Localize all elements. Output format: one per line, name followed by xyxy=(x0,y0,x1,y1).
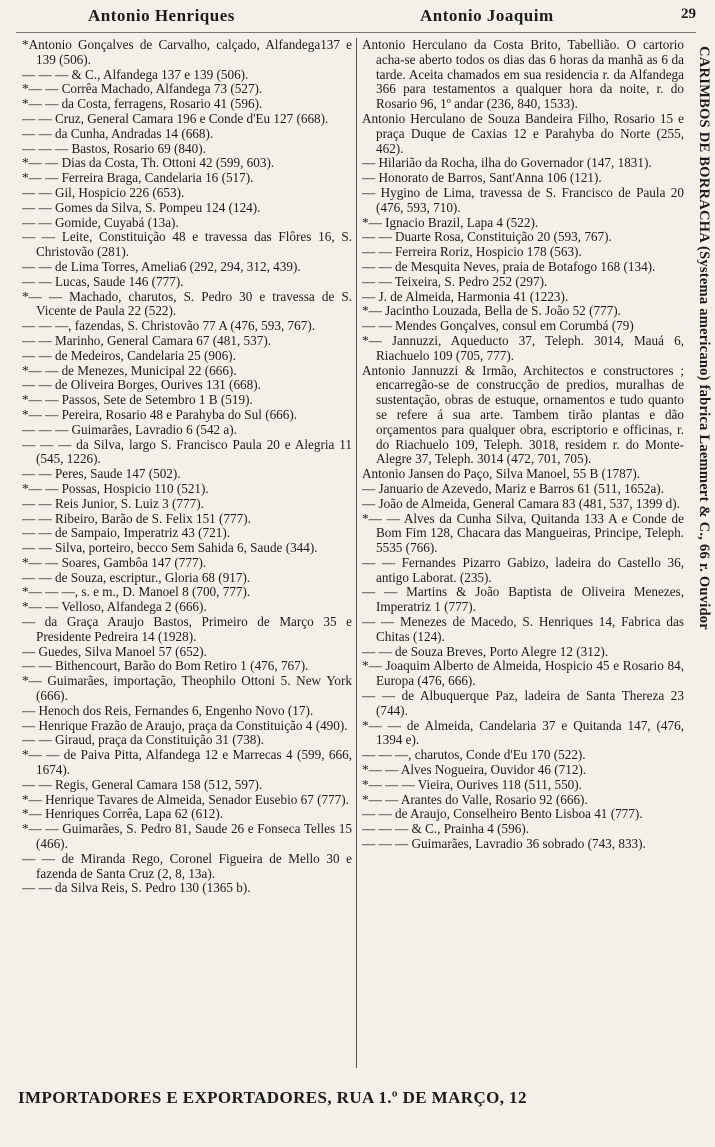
directory-entry: — — da Silva Reis, S. Pedro 130 (1365 b). xyxy=(22,880,251,896)
directory-entry: — — Silva, porteiro, becco Sem Sahida 6, Saude (344). xyxy=(22,540,318,556)
header-right-name: Antonio Joaquim xyxy=(420,6,554,25)
directory-entry: *— Jannuzzi, Aqueducto 37, Teleph. 3014, Mauá 6, Riachuelo 109 (705, 777). xyxy=(362,332,684,363)
column-divider xyxy=(356,38,357,1068)
page-header xyxy=(0,2,715,36)
directory-entry: *— Henrique Tavares de Almeida, Senador Eusebio 67 (777). xyxy=(22,791,349,807)
directory-entry: — — de Miranda Rego, Coronel Figueira de Mello 30 e fazenda de Santa Cruz (2, 8, 13a). xyxy=(22,850,352,881)
directory-entry: *— — Soares, Gambôa 147 (777). xyxy=(22,554,207,570)
directory-entry: *— — Alves da Cunha Silva, Quitanda 133 A e Conde de Bom Fim 128, Chacara das Mangueiras, Principe, Teleph. 5535 (766). xyxy=(362,510,684,556)
directory-entry: — — Giraud, praça da Constituição 31 (738). xyxy=(22,732,265,748)
directory-entry: *— — de Paiva Pitta, Alfandega 12 e Marrecas 4 (599, 666, 1674). xyxy=(22,747,352,778)
directory-entry: — — Gil, Hospicio 226 (653). xyxy=(22,184,185,200)
directory-entry: — — Gomes da Silva, S. Pompeu 124 (124). xyxy=(22,199,261,215)
directory-entry: *— Guimarães, importação, Theophilo Ottoni 5. New York (666). xyxy=(22,673,352,704)
directory-entry: — Hilarião da Rocha, ilha do Governador (147, 1831). xyxy=(362,155,652,171)
directory-entry: *— — —, s. e m., D. Manoel 8 (700, 777). xyxy=(22,584,251,600)
directory-entry: — — — & C., Alfandega 137 e 139 (506). xyxy=(22,66,249,82)
directory-entry: — — de Sampaio, Imperatriz 43 (721). xyxy=(22,525,231,541)
directory-entry: — Hygino de Lima, travessa de S. Francisco de Paula 20 (476, 593, 710). xyxy=(362,184,684,215)
directory-entry: — — Leite, Constituição 48 e travessa das Flôres 16, S. Christovão (281). xyxy=(22,229,352,260)
directory-entry: *— — Guimarães, S. Pedro 81, Saude 26 e Fonseca Telles 15 (466). xyxy=(22,821,352,852)
directory-entry: — Henoch dos Reis, Fernandes 6, Engenho Novo (17). xyxy=(22,702,314,718)
directory-entry: — — de Souza, escriptur., Gloria 68 (917). xyxy=(22,569,251,585)
directory-entry: *— Henriques Corrêa, Lapa 62 (612). xyxy=(22,806,224,822)
directory-entry: — da Graça Araujo Bastos, Primeiro de Março 35 e Presidente Pedreira 14 (1928). xyxy=(22,614,352,644)
directory-entry: — Januario de Azevedo, Mariz e Barros 61 (511, 1652a). xyxy=(362,480,664,496)
directory-entry: *— — Corrêa Machado, Alfandega 73 (527). xyxy=(22,81,263,97)
directory-entry: *— — Pereira, Rosario 48 e Parahyba do Sul (666). xyxy=(22,406,298,422)
directory-entry: — — —, fazendas, S. Christovão 77 A (476, 593, 767). xyxy=(22,318,316,334)
directory-entry: — — de Lima Torres, Amelia6 (292, 294, 312, 439). xyxy=(22,258,301,274)
directory-entry: — Guedes, Silva Manoel 57 (652). xyxy=(22,643,207,659)
directory-entry: *— — Velloso, Alfandega 2 (666). xyxy=(22,599,207,615)
header-rule xyxy=(16,32,696,33)
directory-entry: *— — Alves Nogueira, Ouvidor 46 (712). xyxy=(362,762,587,778)
directory-entry: *— Ignacio Brazil, Lapa 4 (522). xyxy=(362,214,539,230)
directory-entry: — — de Mesquita Neves, praia de Botafogo 168 (134). xyxy=(362,258,656,274)
directory-entry: *— — Passos, Sete de Setembro 1 B (519). xyxy=(22,392,253,408)
directory-entry: — — de Medeiros, Candelaria 25 (906). xyxy=(22,347,236,363)
directory-entry: Antonio Jansen do Paço, Silva Manoel, 55 B (1787). xyxy=(362,466,641,482)
directory-entry: — — Fernandes Pizarro Gabizo, ladeira do Castello 36, antigo Laborat. (235). xyxy=(362,554,684,585)
directory-entry: — — de Araujo, Conselheiro Bento Lisboa 41 (777). xyxy=(362,806,643,822)
directory-entry: — Honorato de Barros, Sant'Anna 106 (121). xyxy=(362,170,602,186)
directory-entry: — — Menezes de Macedo, S. Henriques 14, Fabrica das Chitas (124). xyxy=(362,614,684,644)
directory-entry: — — de Souza Breves, Porto Alegre 12 (312). xyxy=(362,643,609,659)
footer-advertisement: IMPORTADORES E EXPORTADORES, RUA 1.º DE MARÇO, 12 xyxy=(18,1088,527,1107)
directory-entry: *— — Dias da Costa, Th. Ottoni 42 (599, 603). xyxy=(22,155,275,171)
directory-entry: — — Ferreira Roriz, Hospicio 178 (563). xyxy=(362,244,582,260)
directory-entry: — João de Almeida, General Camara 83 (481, 537, 1399 d). xyxy=(362,495,680,511)
directory-entry: Antonio Herculano de Souza Bandeira Filho, Rosario 15 e praça Duque de Caxias 12 e Parahyba do Norte (255, 462). xyxy=(362,110,684,156)
directory-entry: *— — da Costa, ferragens, Rosario 41 (596). xyxy=(22,96,263,112)
directory-entry: — — Teixeira, S. Pedro 252 (297). xyxy=(362,273,548,289)
directory-entry: — — — Guimarães, Lavradio 6 (542 a). xyxy=(22,421,237,437)
directory-entry: Antonio Herculano da Costa Brito, Tabellião. O cartorio acha-se aberto todos os dias das 6 horas da manhã as 6 da tarde. Aceita chamados em sua residencia r. da Alfandega 366 para testamentos a qualquer hora da noite, r. do Rosario 96, 1º andar (236, 840, 1533). xyxy=(362,38,684,112)
page-number: 29 xyxy=(681,6,696,22)
directory-entry: — Henrique Frazão de Araujo, praça da Constituição 4 (490). xyxy=(22,717,348,733)
directory-entry: — — Regis, General Camara 158 (512, 597). xyxy=(22,776,263,792)
directory-entry: — — — da Silva, largo S. Francisco Paula 20 e Alegria 11 (545, 1226). xyxy=(22,436,352,467)
directory-entry: *Antonio Gonçalves de Carvalho, calçado, Alfandega137 e 139 (506). xyxy=(22,38,352,67)
directory-entry: — — — & C., Prainha 4 (596). xyxy=(362,821,530,837)
header-left-name: Antonio Henriques xyxy=(88,6,235,25)
directory-entry: — — — Bastos, Rosario 69 (840). xyxy=(22,140,206,156)
directory-entry: — — de Albuquerque Paz, ladeira de Santa Thereza 23 (744). xyxy=(362,688,684,718)
directory-entry: *— Jacintho Louzada, Bella de S. João 52 (777). xyxy=(362,303,621,319)
left-column xyxy=(22,38,352,1068)
directory-entry: Antonio Jannuzzi & Irmão, Architectos e constructores ; encarregão-se de construcção de predios, muralhas de sustentação, obras de estuque, ornamentos e tudo quanto se refere á sua arte. Tambem tirão plantas e dão orçamentos para qualquer obra, escriptorio e officinas, r. do Riachuelo 109, Teleph. 3018, residem r. do Monte-Alegre 37, Teleph. 3014 (472, 701, 705). xyxy=(362,362,684,467)
directory-entry: — — de Oliveira Borges, Ourives 131 (668). xyxy=(22,377,261,393)
directory-entry: — — — Guimarães, Lavradio 36 sobrado (743, 833). xyxy=(362,836,646,852)
directory-entry: *— — — Vieira, Ourives 118 (511, 550). xyxy=(362,776,582,792)
directory-entry: — — Bithencourt, Barão do Bom Retiro 1 (476, 767). xyxy=(22,658,309,674)
directory-entry: — — Cruz, General Camara 196 e Conde d'Eu 127 (668). xyxy=(22,110,329,126)
directory-entry: — — Mendes Gonçalves, consul em Corumbá (79) xyxy=(362,318,634,334)
directory-entry: *— — Machado, charutos, S. Pedro 30 e travessa de S. Vicente de Paula 22 (522). xyxy=(22,288,352,319)
directory-entry: *— Joaquim Alberto de Almeida, Hospicio 45 e Rosario 84, Europa (476, 666). xyxy=(362,658,684,689)
directory-entry: *— — de Menezes, Municipal 22 (666). xyxy=(22,362,237,378)
directory-entry: *— — Arantes do Valle, Rosario 92 (666). xyxy=(362,791,588,807)
directory-entry: — — Duarte Rosa, Constituição 20 (593, 767). xyxy=(362,229,612,245)
directory-entry: — — Peres, Saude 147 (502). xyxy=(22,466,181,482)
directory-entry: — — Lucas, Saude 146 (777). xyxy=(22,273,184,289)
side-advertisement: CARIMBOS DE BORRACHA (Systema americano) fabrica Laemmert & C., 66 r. Ouvidor xyxy=(696,46,712,630)
directory-entry: *— — Ferreira Braga, Candelaria 16 (517). xyxy=(22,170,254,186)
directory-entry: — J. de Almeida, Harmonia 41 (1223). xyxy=(362,288,569,304)
directory-entry: — — da Cunha, Andradas 14 (668). xyxy=(22,125,214,141)
right-column xyxy=(362,38,684,1068)
directory-entry: *— — Possas, Hospicio 110 (521). xyxy=(22,480,209,496)
directory-entry: — — Gomide, Cuyabá (13a). xyxy=(22,214,179,230)
directory-entry: — — Ribeiro, Barão de S. Felix 151 (777). xyxy=(22,510,251,526)
directory-entry: — — —, charutos, Conde d'Eu 170 (522). xyxy=(362,747,586,763)
directory-entry: — — Marinho, General Camara 67 (481, 537). xyxy=(22,332,272,348)
directory-entry: *— — de Almeida, Candelaria 37 e Quitanda 147, (476, 1394 e). xyxy=(362,717,684,748)
directory-entry: — — Reis Junior, S. Luiz 3 (777). xyxy=(22,495,204,511)
directory-entry: — — Martins & João Baptista de Oliveira Menezes, Imperatriz 1 (777). xyxy=(362,584,684,615)
